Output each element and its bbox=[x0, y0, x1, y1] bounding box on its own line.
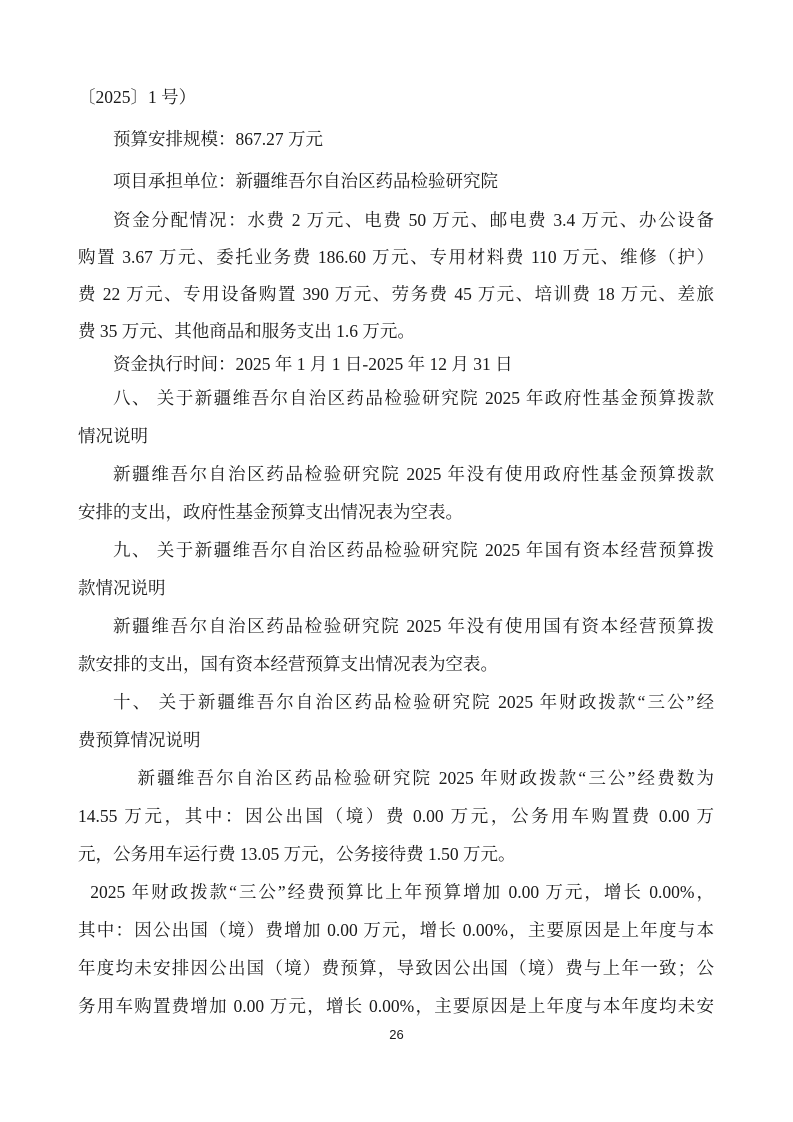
section-heading-8-cont: 情况说明 bbox=[78, 426, 148, 446]
doc-line: 年度均未安排因公出国（境）费预算，导致因公出国（境）费与上年一致；公 bbox=[78, 958, 714, 978]
doc-line: 新疆维吾尔自治区药品检验研究院 2025 年没有使用政府性基金预算拨款 bbox=[113, 464, 714, 484]
doc-line-budget-scale: 预算安排规模：867.27 万元 bbox=[113, 129, 323, 149]
doc-line: 14.55 万元，其中：因公出国（境）费 0.00 万元，公务用车购置费 0.00 万 bbox=[78, 806, 714, 826]
doc-line: 费 22 万元、专用设备购置 390 万元、劳务费 45 万元、培训费 18 万元、差旅 bbox=[78, 284, 714, 304]
doc-line: 安排的支出，政府性基金预算支出情况表为空表。 bbox=[78, 502, 463, 522]
section-heading-8: 八、 关于新疆维吾尔自治区药品检验研究院 2025 年政府性基金预算拨款 bbox=[113, 388, 714, 408]
section-heading-9-cont: 款情况说明 bbox=[78, 578, 166, 598]
doc-line-fund-allocation: 资金分配情况：水费 2 万元、电费 50 万元、邮电费 3.4 万元、办公设备 bbox=[113, 210, 714, 230]
doc-line-issue-number: 〔2025〕1 号） bbox=[78, 87, 197, 107]
doc-line-undertaking-unit: 项目承担单位：新疆维吾尔自治区药品检验研究院 bbox=[113, 171, 498, 191]
doc-line-execution-period: 资金执行时间：2025 年 1 月 1 日-2025 年 12 月 31 日 bbox=[113, 354, 513, 374]
page-number: 26 bbox=[389, 1027, 404, 1042]
section-heading-10: 十、 关于新疆维吾尔自治区药品检验研究院 2025 年财政拨款“三公”经 bbox=[113, 692, 714, 712]
doc-line: 其中：因公出国（境）费增加 0.00 万元，增长 0.00%，主要原因是上年度与本 bbox=[78, 920, 714, 940]
doc-line: 费 35 万元、其他商品和服务支出 1.6 万元。 bbox=[78, 321, 415, 341]
doc-line: 新疆维吾尔自治区药品检验研究院 2025 年没有使用国有资本经营预算拨 bbox=[113, 616, 714, 636]
section-heading-9: 九、 关于新疆维吾尔自治区药品检验研究院 2025 年国有资本经营预算拨 bbox=[113, 540, 714, 560]
section-heading-10-cont: 费预算情况说明 bbox=[78, 730, 201, 750]
doc-line: 务用车购置费增加 0.00 万元，增长 0.00%，主要原因是上年度与本年度均未安 bbox=[78, 996, 714, 1016]
doc-line-three-public-total: 新疆维吾尔自治区药品检验研究院 2025 年财政拨款“三公”经费数为 bbox=[137, 768, 714, 788]
doc-line: 购置 3.67 万元、委托业务费 186.60 万元、专用材料费 110 万元、维修（护） bbox=[78, 247, 714, 267]
doc-line-yoy-comparison: 2025 年财政拨款“三公”经费预算比上年预算增加 0.00 万元，增长 0.00%， bbox=[90, 882, 714, 902]
doc-line: 元，公务用车运行费 13.05 万元，公务接待费 1.50 万元。 bbox=[78, 844, 516, 864]
doc-line: 款安排的支出，国有资本经营预算支出情况表为空表。 bbox=[78, 654, 498, 674]
